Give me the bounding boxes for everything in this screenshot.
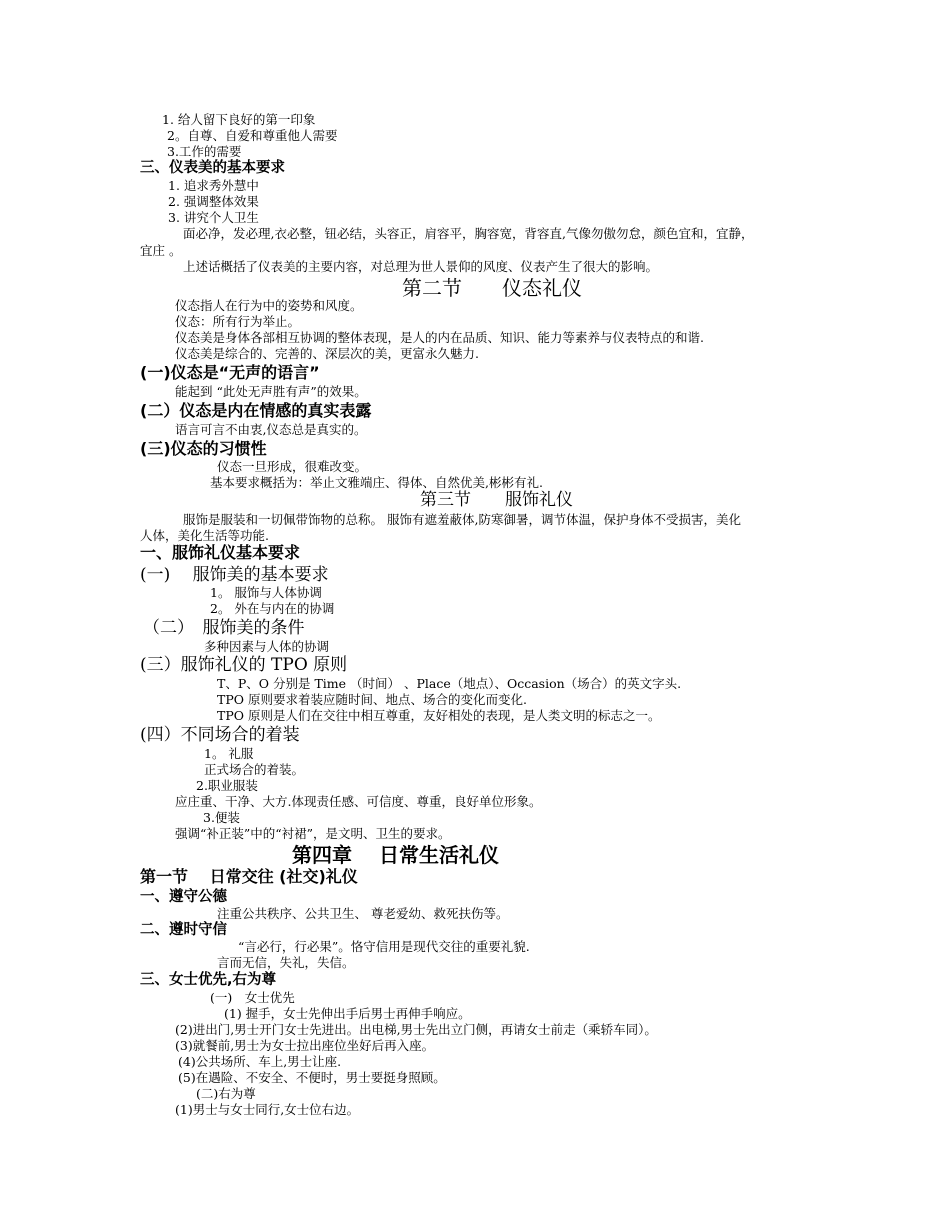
list-item: 2.职业服装 — [196, 778, 258, 793]
paragraph-line: 正式场合的着装。 — [204, 762, 305, 777]
list-item: 2。 外在与内在的协调 — [210, 601, 335, 616]
section-heading: 一、服饰礼仪基本要求 — [140, 543, 301, 562]
paragraph-line: 应庄重、干净、大方.体现责任感、可信度、尊重，良好单位形象。 — [175, 794, 542, 809]
subsection-heading: (四）不同场合的着装 — [140, 725, 300, 745]
section-heading: 一、遵守公德 — [140, 889, 227, 905]
subsection-heading: (一) 服饰美的基本要求 — [140, 565, 329, 585]
paragraph-line: 能起到 “此处无声胜有声”的效果。 — [175, 384, 367, 399]
list-item: (4)公共场所、车上,男士让座. — [178, 1054, 342, 1069]
paragraph-line: 仪态指人在行为中的姿势和风度。 — [175, 298, 363, 313]
list-item: (1)男士与女士同行,女士位右边。 — [175, 1102, 360, 1117]
paragraph-line: 注重公共秩序、公共卫生、 尊老爱幼、救死扶伤等。 — [217, 906, 509, 921]
paragraph-line: 言而无信，失礼，失信。 — [217, 955, 355, 970]
section-heading: 三、仪表美的基本要求 — [140, 160, 285, 176]
section-heading: 第一节 日常交往 (社交)礼仪 — [140, 867, 358, 886]
list-item: (一) 女士优先 — [210, 990, 295, 1005]
section-title: 第二节 仪态礼仪 — [402, 276, 582, 300]
chapter-title: 第四章 日常生活礼仪 — [292, 843, 499, 867]
paragraph-line: 语言可言不由衷,仪态总是真实的。 — [175, 422, 367, 437]
subsection-heading: (三)仪态的习惯性 — [140, 439, 267, 458]
paragraph-line: 面必净，发必理,衣必整，钮必结，头容正，肩容平，胸容宽，背容直,气像勿傲勿怠，颜色宜和，宜静， — [183, 226, 754, 241]
list-item: 3.工作的需要 — [167, 144, 242, 159]
list-item: 1. 追求秀外慧中 — [168, 178, 259, 193]
section-heading: 二、遵时守信 — [140, 922, 227, 938]
list-item: 2. 强调整体效果 — [168, 194, 259, 209]
paragraph-line: 服饰是服装和一切佩带饰物的总称。 服饰有遮羞蔽体,防寒御暑，调节体温，保护身体不受损害，美化 — [183, 512, 741, 527]
list-item: (1) 握手，女士先伸出手后男士再伸手响应。 — [224, 1006, 471, 1021]
list-item: 1。 服饰与人体协调 — [210, 585, 322, 600]
list-item: 1. 给人留下良好的第一印象 — [162, 112, 316, 127]
subsection-heading: （二） 服饰美的条件 — [143, 618, 305, 638]
paragraph-line: 仪态一旦形成，很难改变。 — [217, 459, 368, 474]
paragraph-line: “言必行，行必果”。恪守信用是现代交往的重要礼貌. — [238, 939, 530, 954]
paragraph-line: 多种因素与人体的协调 — [204, 639, 330, 654]
subsection-heading: (一)仪态是“无声的语言” — [140, 363, 320, 382]
list-item: (5)在遇险、不安全、不便时，男士要挺身照顾。 — [178, 1070, 446, 1085]
list-item: 1。 礼服 — [204, 746, 254, 761]
list-item: 3.便装 — [203, 810, 240, 825]
list-item: (2)进出门,男士开门女士先进出。出电梯,男士先出立门侧，再请女士前走（乘轿车同）。 — [175, 1022, 657, 1037]
paragraph-line: 上述话概括了仪表美的主要内容，对总理为世人景仰的风度、仪表产生了很大的影响。 — [183, 259, 659, 274]
list-item: (3)就餐前,男士为女士拉出座位坐好后再入座。 — [175, 1038, 435, 1053]
paragraph-line: 仪态美是综合的、完善的、深层次的美，更富永久魅力. — [175, 346, 479, 361]
paragraph-line: T、P、O 分别是 Time （时间） 、Place（地点）、Occasion（场合）的英文字头. — [217, 676, 682, 691]
subsection-heading: (二）仪态是内在情感的真实表露 — [140, 401, 372, 420]
paragraph-line: 基本要求概括为：举止文雅端庄、得体、自然优美,彬彬有礼. — [210, 475, 543, 490]
section-heading: 三、女士优先,右为尊 — [140, 972, 277, 988]
subsection-heading: (三）服饰礼仪的 TPO 原则 — [140, 655, 348, 675]
paragraph-line: 仪态美是身体各部相互协调的整体表现，是人的内在品质、知识、能力等素养与仪表特点的和谐. — [175, 330, 704, 345]
list-item: (二)右为尊 — [196, 1086, 256, 1101]
paragraph-line: 强调“补正装”中的“衬裙”，是文明、卫生的要求。 — [175, 826, 451, 841]
paragraph-line: 人体，美化生活等功能. — [140, 528, 269, 543]
paragraph-line: 宜庄 。 — [140, 243, 182, 258]
paragraph-line: TPO 原则要求着装应随时间、地点、场合的变化而变化. — [217, 692, 527, 707]
paragraph-line: 仪态：所有行为举止。 — [175, 314, 301, 329]
list-item: 3. 讲究个人卫生 — [168, 210, 259, 225]
list-item: 2。自尊、自爱和尊重他人需要 — [167, 128, 338, 143]
section-title: 第三节 服饰礼仪 — [420, 490, 573, 510]
paragraph-line: TPO 原则是人们在交往中相互尊重，友好相处的表现，是人类文明的标志之一。 — [217, 708, 661, 723]
